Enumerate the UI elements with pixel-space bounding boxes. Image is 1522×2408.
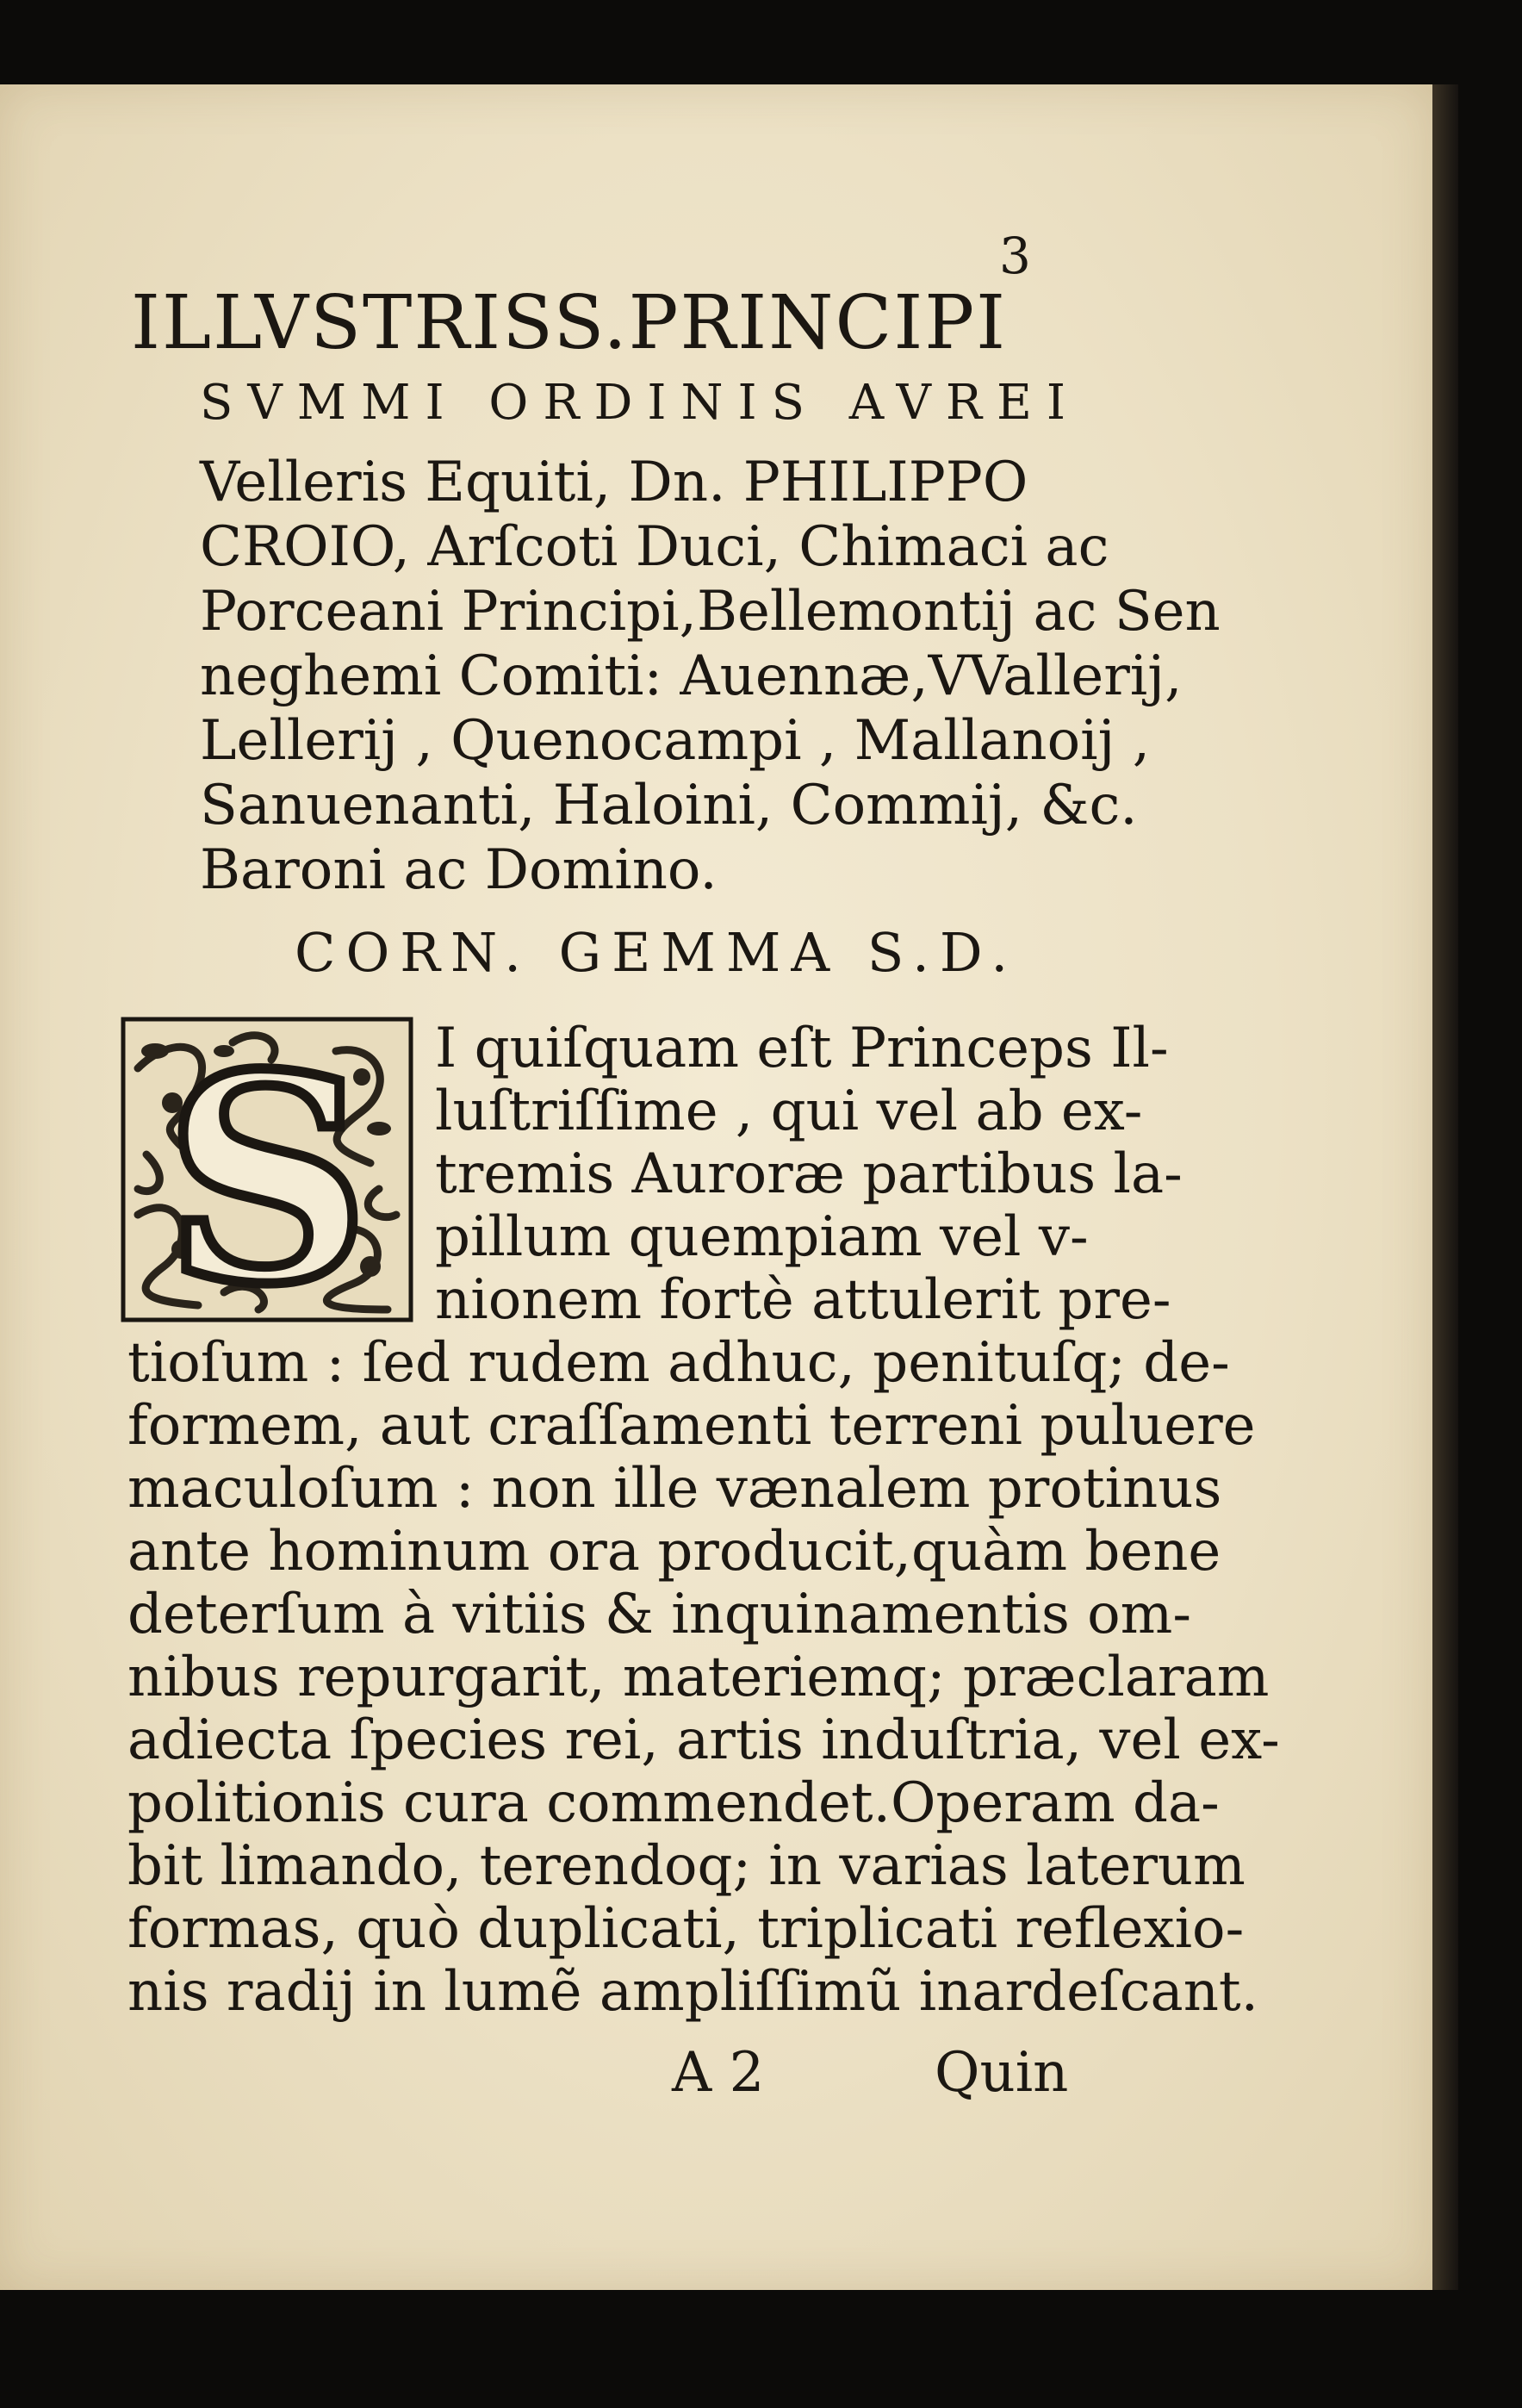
body-line: luſtriſſime , qui vel ab ex-: [435, 1080, 1143, 1143]
dedication-line: Porceani Principi,Bellemontij ac Sen: [200, 580, 1221, 644]
folio-number: 3: [999, 227, 1031, 285]
decorated-initial-ornament: [121, 1017, 413, 1322]
dedication-line: neghemi Comiti: Auennæ,VVallerij,: [200, 644, 1183, 708]
body-line: nibus repurgarit, materiemq; præclaram: [127, 1646, 1270, 1709]
body-line: nis radij in lumẽ ampliſſimũ inardeſcant.: [127, 1960, 1258, 2024]
dedication-title: ILLVSTRISS.PRINCIPI: [131, 280, 1008, 366]
catchword: Quin: [935, 2041, 1069, 2105]
dedication-line: Velleris Equiti, Dn. PHILIPPO: [200, 451, 1028, 514]
dedication-line: CROIO, Arſcoti Duci, Chimaci ac: [200, 515, 1109, 579]
dedication-line: Lellerij , Quenocampi , Mallanoij ,: [200, 709, 1151, 773]
body-line: nionem fortè attulerit pre-: [435, 1268, 1171, 1332]
decorated-initial: [121, 1017, 413, 1322]
salutation: CORN. GEMMA S.D.: [295, 921, 1019, 984]
drop-cap-letter: S: [164, 1017, 370, 1322]
signature-mark: A 2: [672, 2041, 765, 2105]
body-line: formem, aut craſſamenti terreni puluere: [127, 1394, 1256, 1458]
body-line: tioſum : ſed rudem adhuc, penituſq; de-: [127, 1331, 1230, 1395]
body-line: pillum quempiam vel v-: [435, 1205, 1089, 1269]
body-line: politionis cura commendet.Operam da-: [127, 1771, 1220, 1835]
body-line: adiecta ſpecies rei, artis induſtria, vel ex-: [127, 1708, 1280, 1772]
body-line: ante hominum ora producit,quàm bene: [127, 1520, 1221, 1584]
body-line: deterſum à vitiis & inquinamentis om-: [127, 1583, 1191, 1646]
body-line: I quiſquam eſt Princeps Il-: [435, 1017, 1169, 1080]
dedication-subtitle: SVMMI ORDINIS AVREI: [200, 375, 1081, 431]
dedication-line: Sanuenanti, Haloini, Commij, &c.: [200, 774, 1138, 837]
body-line: formas, quò duplicati, triplicati reflexio-: [127, 1897, 1245, 1961]
body-line: bit limando, terendoq; in varias laterum: [127, 1834, 1246, 1898]
page-edge-shadow: [1432, 84, 1458, 2290]
dedication-line: Baroni ac Domino.: [200, 838, 718, 902]
body-line: maculoſum : non ille vænalem protinus: [127, 1457, 1222, 1521]
body-line: tremis Auroræ partibus la-: [435, 1142, 1183, 1206]
